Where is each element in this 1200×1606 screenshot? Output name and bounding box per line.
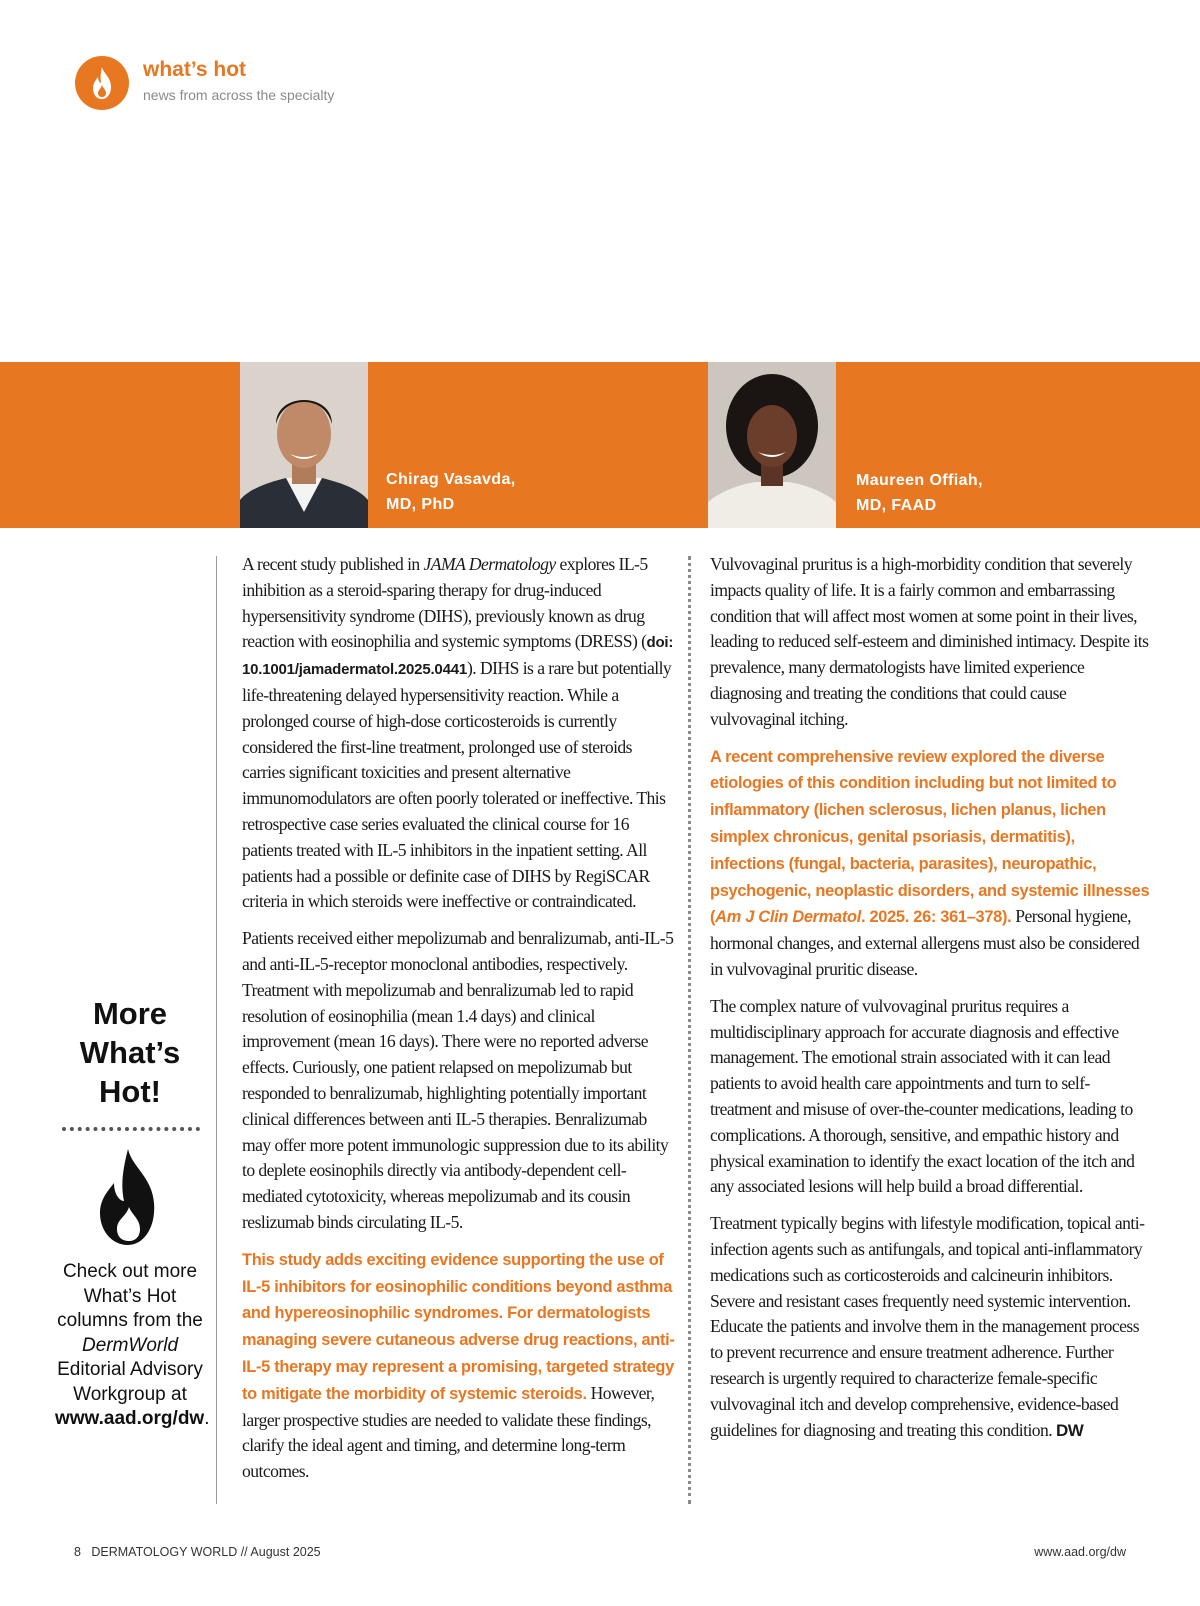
left-article [242,552,678,1496]
end-mark: DW [1056,1420,1084,1440]
author-name-1: Chirag Vasavda, MD, PhD [386,471,516,513]
center-dotted-divider [688,556,691,1504]
right-article [710,552,1150,1454]
sidebar-title: More What’s Hot! [79,996,181,1109]
author-photo-maureen-offiah [708,362,836,528]
sidebar-promo-text: Check out more What’s Hot columns from the DermWorld Editorial Advisory Workgroup at www.aad.org/dw. [55,1261,210,1429]
left-paragraph-3: This study adds exciting evidence supporting the use of IL-5 inhibitors for eosinophilic conditions beyond asthma and hypereosinophilic syndromes. For dermatologists managing severe cutaneous adverse drug reactions, anti-IL-5 therapy may represent a promising, targeted strategy to mitigate the morbidity of systemic steroids. However, larger prospective studies are needed to validate these findings, clarify the ideal agent and timing, and determine long-term outcomes. [242,1250,675,1482]
sidebar-flame-icon [92,1147,166,1252]
author-name-2: Maureen Offiah, MD, FAAD [856,472,983,514]
publication-info: DERMATOLOGY WORLD // August 2025 [91,1545,321,1559]
journal-name: JAMA Dermatology [423,554,556,574]
author-band [0,362,1200,528]
footer-left [74,1545,321,1559]
right-paragraph-3: The complex nature of vulvovaginal pruritus requires a multidisciplinary approach for accurate diagnosis and effective management. The emotional strain associated with it can lead patients to avoid health care appointments and turn to self-treatment and misuse of over-the-counter medications, leading to complications. A thorough, sensitive, and empathic history and physical examination to identify the exact location of the itch and any associated lesions will help build a broad differential. [710,995,1135,1197]
section-title: what’s hot [143,58,247,81]
flame-icon [87,66,117,100]
doi-reference: doi: 10.1001/jamadermatol.2025.0441 [242,634,674,679]
sidebar-link[interactable]: www.aad.org/dw [55,1408,205,1429]
journal-name-2: Am J Clin Dermatol [715,908,861,927]
section-subtitle: news from across the specialty [143,87,335,103]
page-number: 8 [74,1545,81,1559]
footer-url[interactable]: www.aad.org/dw [1034,1545,1126,1559]
left-paragraph-1: A recent study published in JAMA Dermatology explores IL-5 inhibition as a steroid-sparing therapy for drug-induced hypersensitivity syndrome (DIHS), previously known as drug reaction with eosinophilia and systemic symptoms (DRESS) (doi: 10.1001/jamadermatol.2025.0441). DIHS is a rare but potentially life-threatening delayed hypersensitivity reaction. While a prolonged course of high-dose corticosteroids is currently considered the first-line treatment, prolonged use of steroids carries significant toxicities and present alternative immunomodulators are often poorly tolerated or ineffective. This retrospective case series evaluated the clinical course for 16 patients treated with IL-5 inhibitors in the inpatient setting. All patients had a possible or definite case of DIHS by RegiSCAR criteria in which steroids were ineffective or contraindicated. [242,554,674,912]
right-paragraph-4: Treatment typically begins with lifestyle modification, topical anti-infection agents such as antifungals, and topical anti-inflammatory medications such as corticosteroids and calcineurin inhibitors. Severe and resistant cases frequently need systemic intervention. Educate the patients and involve them in the management process to prevent recurrence and ensure treatment adherence. Further research is urgently required to characterize female-specific vulvovaginal itch and develop comprehensive, evidence-based guidelines for diagnosing and treating this condition. DW [710,1213,1145,1440]
left-column-rule [216,556,217,1504]
right-paragraph-2: A recent comprehensive review explored the diverse etiologies of this condition including but not limited to inflammatory (lichen sclerosus, lichen planus, lichen simplex chronicus, genital psoriasis, dermatitis), infections (fungal, bacteria, parasites), neuropathic, psychogenic, neoplastic disorders, and systemic illnesses (Am J Clin Dermatol. 2025. 26: 361–378). Personal hygiene, hormonal changes, and external allergens must also be considered in vulvovaginal pruritic disease. [710,747,1150,979]
right-paragraph-1: Vulvovaginal pruritus is a high-morbidity condition that severely impacts quality of life. It is a fairly common and embarrassing condition that will affect most women at some point in their lives, leading to reduced self-esteem and diminished intimacy. Despite its prevalence, many dermatologists have limited experience diagnosing and treating the conditions that could cause vulvovaginal itching. [710,554,1149,729]
right-highlight: A recent comprehensive review explored the diverse etiologies of this condition including but not limited to inflammatory (lichen sclerosus, lichen planus, lichen simplex chronicus, genital psoriasis, dermatitis), infections (fungal, bacteria, parasites), neuropathic, psychogenic, neoplastic disorders, and systemic illnesses ( [710,747,1150,927]
left-paragraph-2: Patients received either mepolizumab and benralizumab, anti-IL-5 and anti-IL-5-receptor monoclonal antibodies, respectively. Treatment with mepolizumab and benralizumab led to rapid resolution of eosinophilia (mean 1.4 days) and clinical improvement (mean 16 days). There were no reported adverse effects. Curiously, one patient relapsed on mepolizumab but responded to benralizumab, highlighting potentially important clinical differences between anti IL-5 therapies. Benralizumab may offer more potent immunologic suppression due to its ability to deplete eosinophils directly via antibody-dependent cell-mediated cytotoxicity, whereas mepolizumab and its cousin reslizumab binds circulating IL-5. [242,928,674,1232]
author-photo-chirag-vasavda [240,362,368,528]
sidebar-divider [62,1127,200,1131]
left-highlight: This study adds exciting evidence supporting the use of IL-5 inhibitors for eosinophilic conditions beyond asthma and hypereosinophilic syndromes. For dermatologists managing severe cutaneous adverse drug reactions, anti-IL-5 therapy may represent a promising, targeted strategy to mitigate the morbidity of systemic steroids. [242,1250,675,1403]
flame-icon-badge [75,56,129,110]
